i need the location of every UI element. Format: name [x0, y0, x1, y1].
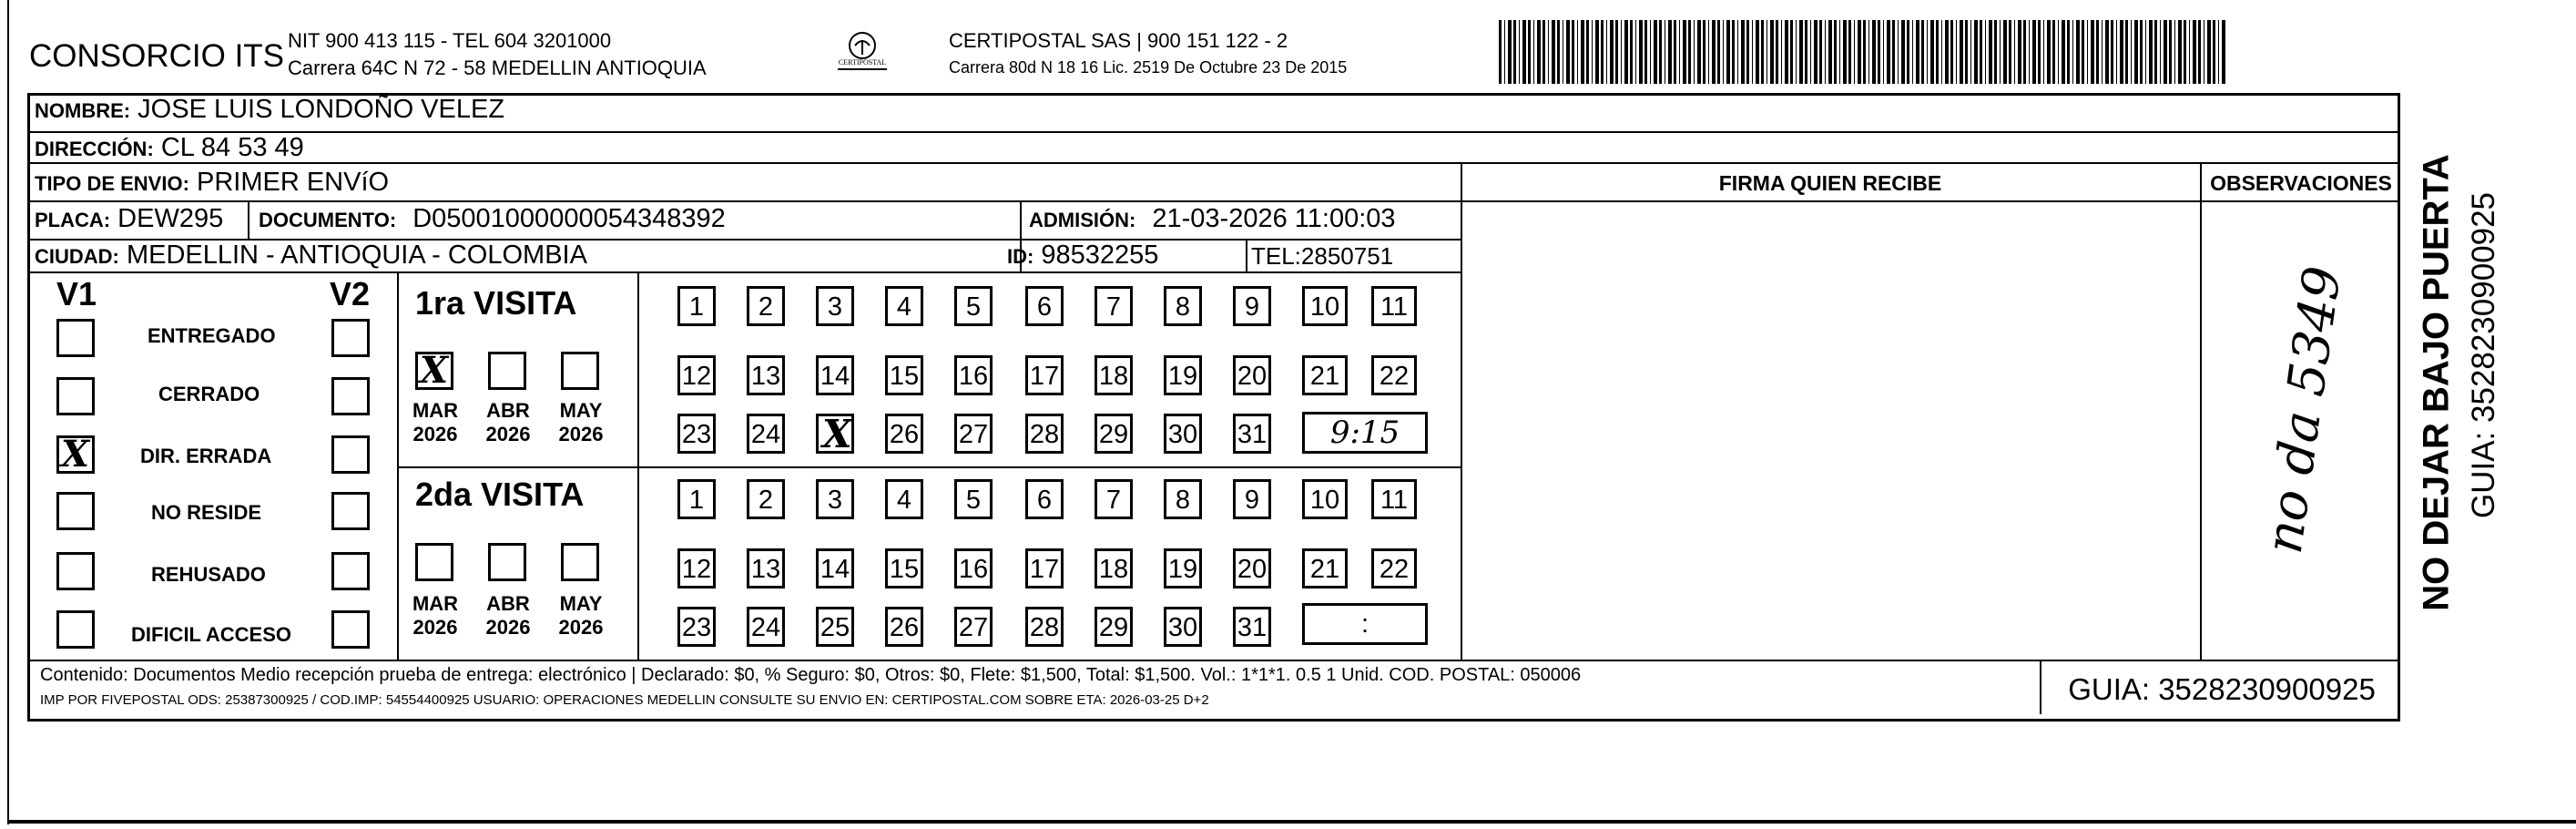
v1-checkbox-dificil-acceso[interactable] — [56, 610, 95, 649]
v1-checkbox-cerrado[interactable] — [56, 377, 95, 415]
visit2-day-2[interactable]: 2 — [747, 479, 785, 519]
month-year: 2026 — [485, 423, 531, 445]
visit1-day-10[interactable]: 10 — [1302, 286, 1348, 326]
page-border-bottom — [7, 820, 2576, 824]
direccion-value: CL 84 53 49 — [160, 133, 304, 162]
row-line — [27, 162, 2400, 164]
id-label: ID: — [1007, 245, 1034, 268]
company-nit: NIT 900 413 115 - TEL 604 3201000 — [288, 29, 612, 52]
month-year: 2026 — [485, 616, 531, 639]
visit2-day-21[interactable]: 21 — [1302, 548, 1348, 588]
documento-label: DOCUMENTO: — [259, 209, 397, 231]
visit2-day-19[interactable]: 19 — [1164, 548, 1202, 588]
status-label-no-reside: NO RESIDE — [151, 501, 262, 524]
visit1-day-18[interactable]: 18 — [1095, 355, 1133, 395]
visit2-day-27[interactable]: 27 — [954, 607, 993, 647]
visit1-day-1[interactable]: 1 — [677, 286, 716, 326]
visit1-day-31[interactable]: 31 — [1233, 414, 1271, 454]
visit2-day-17[interactable]: 17 — [1025, 548, 1064, 588]
tipo-label: TIPO DE ENVIO: — [35, 172, 189, 195]
firma-header: FIRMA QUIEN RECIBE — [1718, 171, 1942, 195]
visit1-title: 1ra VISITA — [415, 284, 577, 322]
check-mark-icon: X — [61, 433, 90, 476]
col-line — [1461, 162, 1462, 660]
month-name: MAR — [412, 592, 459, 615]
visit1-day-20[interactable]: 20 — [1233, 355, 1271, 395]
visit2-day-23[interactable]: 23 — [677, 607, 716, 647]
v2-checkbox-dificil-acceso[interactable] — [331, 610, 370, 649]
footer-guia: GUIA: 3528230900925 — [2068, 672, 2376, 706]
visit1-day-6[interactable]: 6 — [1025, 286, 1064, 326]
admision-row — [1029, 204, 1396, 234]
visit1-month-may — [555, 399, 606, 446]
month-year: 2026 — [558, 423, 604, 445]
company-address: Carrera 64C N 72 - 58 MEDELLIN ANTIOQUIA — [288, 56, 707, 79]
side-warning: NO DEJAR BAJO PUERTA — [2416, 154, 2457, 611]
col-line — [248, 200, 249, 239]
visit2-title: 2da VISITA — [415, 476, 585, 513]
visit1-day-15[interactable]: 15 — [885, 355, 923, 395]
visit1-day-3[interactable]: 3 — [816, 286, 854, 326]
visit2-month-may-checkbox[interactable] — [561, 543, 599, 581]
company-name: CONSORCIO ITS — [29, 38, 285, 74]
visit1-day-17[interactable]: 17 — [1025, 355, 1064, 395]
visit1-time-box[interactable]: 9:15 — [1302, 412, 1428, 454]
tel-value: 2850751 — [1300, 242, 1394, 270]
row-line — [27, 200, 2400, 202]
month-name: MAY — [559, 592, 603, 615]
visit2-day-29[interactable]: 29 — [1095, 607, 1133, 647]
ciudad-label: CIUDAD: — [35, 245, 119, 268]
visit1-day-29[interactable]: 29 — [1095, 414, 1133, 454]
visit2-day-28[interactable]: 28 — [1025, 607, 1064, 647]
visit2-day-7[interactable]: 7 — [1095, 479, 1133, 519]
v1-header: V1 — [56, 275, 97, 312]
row-line — [27, 271, 1461, 273]
month-name: MAY — [559, 399, 603, 422]
visit1-day-28[interactable]: 28 — [1025, 414, 1064, 454]
col-line — [2040, 660, 2041, 714]
visit2-day-15[interactable]: 15 — [885, 548, 923, 588]
visit2-day-26[interactable]: 26 — [885, 607, 923, 647]
visit2-day-5[interactable]: 5 — [954, 479, 993, 519]
col-line — [397, 466, 1461, 468]
month-year: 2026 — [558, 616, 604, 639]
visit1-day-21[interactable]: 21 — [1302, 355, 1348, 395]
page-border-left — [7, 0, 9, 824]
visit1-day-19[interactable]: 19 — [1164, 355, 1202, 395]
visit2-day-16[interactable]: 16 — [954, 548, 993, 588]
visit2-month-may — [555, 592, 606, 640]
v1-checkbox-rehusado[interactable] — [56, 552, 95, 590]
visit1-day-12[interactable]: 12 — [677, 355, 716, 395]
logo-text: CERTIPOSTAL — [838, 58, 887, 67]
visit1-day-30[interactable]: 30 — [1164, 414, 1202, 454]
visit2-day-22[interactable]: 22 — [1371, 548, 1417, 588]
certi-name: CERTIPOSTAL SAS | 900 151 122 - 2 — [949, 29, 1288, 52]
visit2-day-9[interactable]: 9 — [1233, 479, 1271, 519]
footer-imp: IMP POR FIVEPOSTAL ODS: 25387300925 / COD.IMP: 54554400925 USUARIO: OPERACIONES MEDELLIN CONSULTE SU ENVIO EN: CERTIPOSTAL.COM SOBRE ETA: 2026-03-25 D+2 — [40, 692, 1209, 708]
placa-label: PLACA: — [35, 209, 111, 231]
visit2-day-14[interactable]: 14 — [816, 548, 854, 588]
visit2-day-3[interactable]: 3 — [816, 479, 854, 519]
visit2-month-abr — [483, 592, 534, 640]
visit2-day-24[interactable]: 24 — [747, 607, 785, 647]
visit2-day-13[interactable]: 13 — [747, 548, 785, 588]
visit2-day-4[interactable]: 4 — [885, 479, 923, 519]
visit1-day-24[interactable]: 24 — [747, 414, 785, 454]
status-label-cerrado: CERRADO — [158, 383, 260, 405]
visit2-day-10[interactable]: 10 — [1302, 479, 1348, 519]
visit2-day-18[interactable]: 18 — [1095, 548, 1133, 588]
visit1-day-9[interactable]: 9 — [1233, 286, 1271, 326]
admision-value: 21-03-2026 11:00:03 — [1152, 204, 1396, 233]
admision-label: ADMISIÓN: — [1029, 209, 1136, 231]
visit1-day-16[interactable]: 16 — [954, 355, 993, 395]
footer-contenido: Contenido: Documentos Medio recepción prueba de entrega: electrónico | Declarado: $0, % Seguro: $0, Otros: $0, Flete: $1,500, Total: $1,500. Vol.: 1*1*1. 0.5 1 Unid. COD. POSTAL: 050006 — [40, 665, 1582, 685]
visit2-day-20[interactable]: 20 — [1233, 548, 1271, 588]
v2-checkbox-entregado[interactable] — [331, 319, 370, 357]
visit2-day-31[interactable]: 31 — [1233, 607, 1271, 647]
visit1-day-7[interactable]: 7 — [1095, 286, 1133, 326]
v1-checkbox-dir-errada[interactable] — [56, 435, 95, 474]
nombre-row — [35, 95, 504, 125]
month-name: ABR — [486, 592, 530, 615]
observaciones-header: OBSERVACIONES — [2210, 171, 2392, 195]
visit1-day-2[interactable]: 2 — [747, 286, 785, 326]
visit2-day-12[interactable]: 12 — [677, 548, 716, 588]
v2-checkbox-rehusado[interactable] — [331, 552, 370, 590]
status-label-dificil-acceso: DIFICIL ACCESO — [131, 623, 292, 646]
status-label-rehusado: REHUSADO — [151, 563, 266, 586]
status-label-dir-errada: DIR. ERRADA — [140, 445, 272, 467]
certipostal-logo — [830, 27, 894, 78]
visit1-day-27[interactable]: 27 — [954, 414, 993, 454]
visit2-day-30[interactable]: 30 — [1164, 607, 1202, 647]
visit2-month-mar-checkbox[interactable] — [415, 543, 453, 581]
ciudad-row — [35, 241, 587, 271]
v1-checkbox-no-reside[interactable] — [56, 492, 95, 530]
month-name: MAR — [412, 399, 459, 422]
month-name: ABR — [486, 399, 530, 422]
month-year: 2026 — [412, 616, 458, 639]
barcode — [1499, 20, 2227, 84]
visit1-day-8[interactable]: 8 — [1164, 286, 1202, 326]
ciudad-value: MEDELLIN - ANTIOQUIA - COLOMBIA — [126, 241, 587, 270]
visit1-month-mar-checkbox[interactable] — [415, 349, 453, 392]
direccion-row — [35, 133, 304, 163]
col-line — [1246, 239, 1247, 271]
visit1-day-25[interactable] — [816, 414, 854, 454]
col-line — [2200, 162, 2202, 660]
visit1-day-11[interactable]: 11 — [1371, 286, 1417, 326]
v2-checkbox-cerrado[interactable] — [331, 377, 370, 415]
visit1-day-5[interactable]: 5 — [954, 286, 993, 326]
visit2-day-8[interactable]: 8 — [1164, 479, 1202, 519]
visit2-day-1[interactable]: 1 — [677, 479, 716, 519]
v2-header: V2 — [330, 275, 371, 312]
nombre-value: JOSE LUIS LONDOÑO VELEZ — [137, 95, 505, 124]
documento-value: D05001000000054348392 — [412, 204, 726, 233]
observacion-handwritten: no da 5349 — [2254, 262, 2354, 558]
month-year: 2026 — [412, 423, 458, 445]
certi-license: Carrera 80d N 18 16 Lic. 2519 De Octubre 23 De 2015 — [949, 58, 1348, 77]
visit2-day-11[interactable]: 11 — [1371, 479, 1417, 519]
visit1-month-may-checkbox[interactable] — [561, 352, 599, 390]
direccion-label: DIRECCIÓN: — [35, 138, 154, 160]
id-row — [1007, 241, 1158, 271]
visit2-day-6[interactable]: 6 — [1025, 479, 1064, 519]
visit1-day-23[interactable]: 23 — [677, 414, 716, 454]
visit1-month-mar — [410, 399, 461, 446]
tipo-row — [35, 168, 389, 198]
visit1-day-22[interactable]: 22 — [1371, 355, 1417, 395]
placa-row — [35, 204, 223, 234]
v2-checkbox-dir-errada[interactable] — [331, 435, 370, 474]
visit2-month-abr-checkbox[interactable] — [488, 543, 526, 581]
visit1-day-13[interactable]: 13 — [747, 355, 785, 395]
v2-checkbox-no-reside[interactable] — [331, 492, 370, 530]
visit2-day-25[interactable]: 25 — [816, 607, 854, 647]
documento-row — [259, 204, 726, 234]
visit2-month-mar — [410, 592, 461, 640]
nombre-label: NOMBRE: — [35, 99, 131, 122]
status-label-entregado: ENTREGADO — [148, 324, 276, 347]
visit1-day-26[interactable]: 26 — [885, 414, 923, 454]
placa-value: DEW295 — [117, 204, 224, 233]
check-mark-icon: X — [822, 412, 852, 456]
v1-checkbox-entregado[interactable] — [56, 319, 95, 357]
tel-row — [1251, 242, 1393, 271]
id-value: 98532255 — [1041, 241, 1159, 270]
visit2-time-box[interactable]: : — [1302, 603, 1428, 645]
visit1-month-abr-checkbox[interactable] — [488, 352, 526, 390]
visit1-day-4[interactable]: 4 — [885, 286, 923, 326]
visit1-day-14[interactable]: 14 — [816, 355, 854, 395]
visit1-month-abr — [483, 399, 534, 446]
check-mark-icon: X — [420, 349, 449, 392]
tel-label: TEL: — [1251, 242, 1301, 270]
row-line — [27, 131, 2400, 133]
side-guia: GUIA: 3528230900925 — [2466, 191, 2501, 519]
tipo-value: PRIMER ENVíO — [196, 168, 390, 197]
row-line — [27, 660, 2400, 661]
